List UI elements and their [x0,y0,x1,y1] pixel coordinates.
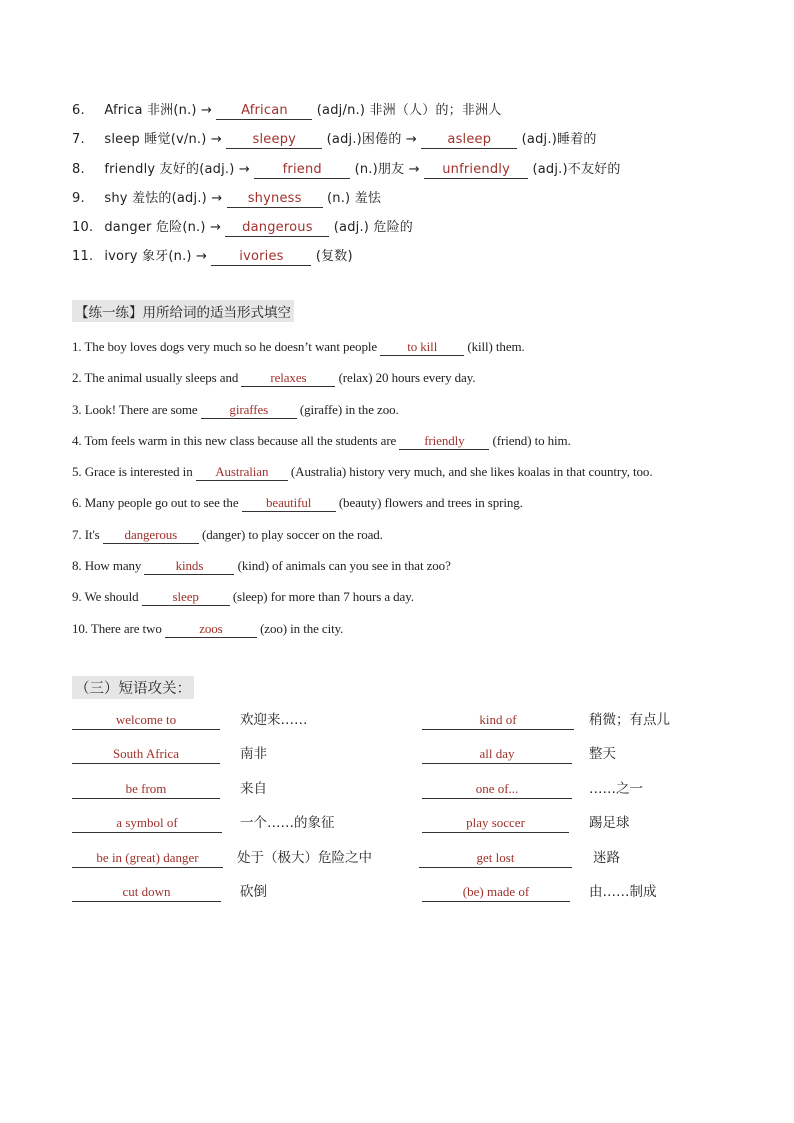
sentence-start: 2. The animal usually sleeps and [72,370,239,386]
answer-text: dangerous [242,220,313,236]
answer-blank[interactable] [254,162,350,179]
item-number: 8. [72,161,85,177]
item-gloss: (adj.)困倦的 → [326,132,417,148]
phrase-answer-blank[interactable] [72,745,220,764]
answer-text: kind of [479,712,517,727]
answer-text: sleep [172,589,199,605]
phrase-answer-blank[interactable] [419,849,572,868]
answer-text: cut down [122,883,171,899]
sentence-end: (giraffe) in the zoo. [299,401,399,417]
item-prompt: friendly 友好的(adj.) → [104,161,250,177]
sentence-end: (kind) of animals can you see in that zoo? [237,558,451,574]
answer-text: (be) made of [462,883,530,899]
item-gloss: (n.) 羞怯 [327,190,382,206]
sentence-start: 4. Tom feels warm in this new class because all the students are [72,432,397,448]
answer-blank[interactable] [380,339,464,356]
phrase-answer-blank[interactable] [72,711,220,730]
answer-text: a symbol of [116,815,178,831]
phrase-row [72,812,752,846]
item-prompt: danger 危险(n.) → [104,220,222,236]
item-number: 7. [72,132,85,148]
sentence-start: 8. How many [72,558,142,574]
answer-blank[interactable] [424,162,528,179]
answer-blank[interactable] [103,527,199,544]
item-gloss: (adj.)不友好的 [532,161,621,177]
answer-text: beautiful [266,495,312,511]
answer-text: play soccer [466,815,525,831]
phrase-answer-blank[interactable] [422,883,570,902]
answer-blank[interactable] [201,402,297,419]
phrases-section-title: （三）短语攻关： [72,676,194,699]
sentence-start: 3. Look! There are some [72,401,198,417]
word-form-item [72,130,752,159]
item-number: 6. [72,103,85,118]
item-gloss: (n.)朋友 → [354,161,420,177]
item-prompt: ivory 象牙(n.) → [104,249,208,265]
word-form-item [72,247,752,276]
phrase-row [72,881,752,915]
phrase-meaning: ……之一 [589,780,643,797]
phrase-answer-blank[interactable] [72,780,220,799]
practice-list [72,337,762,650]
sentence-end: (kill) them. [467,339,525,354]
answer-blank[interactable] [225,220,329,237]
sentence-start: 10. There are two [72,620,162,636]
practice-item [72,337,762,368]
answer-text: get lost [476,849,515,865]
phrase-meaning: 欢迎来…… [240,712,308,728]
practice-item [72,400,762,431]
phrase-row [72,743,752,777]
word-form-item [72,189,752,218]
answer-text: Australian [215,464,269,480]
answer-text: be from [125,780,167,796]
phrase-meaning: 来自 [240,780,267,797]
sentence-start: 7. It's [72,526,100,542]
phrase-row [72,847,752,881]
sentence-end: (danger) to play soccer on the road. [201,526,383,542]
practice-item [72,462,762,493]
answer-text: friendly [424,432,465,448]
item-prompt: shy 羞怯的(adj.) → [104,190,223,206]
phrases-table [72,709,752,915]
answer-text: unfriendly [442,161,511,177]
sentence-end: (beauty) flowers and trees in spring. [338,495,523,511]
answer-text: South Africa [112,746,180,762]
answer-text: sleepy [252,132,297,148]
practice-section-title: 【练一练】用所给词的适当形式填空 [72,300,294,322]
sentence-end: (friend) to him. [492,432,571,448]
sentence-start: 5. Grace is interested in [72,464,193,480]
practice-item [72,525,762,556]
answer-blank[interactable] [227,191,323,208]
sentence-end: (Australia) history very much, and she likes koalas in that country, too. [290,464,653,480]
phrase-meaning: 稍微；有点儿 [589,712,670,728]
item-prompt: Africa 非洲(n.) → [104,103,213,118]
answer-text: be in (great) danger [96,849,199,865]
answer-text: giraffes [229,401,269,417]
answer-text: all day [479,746,515,762]
sentence-end: (relax) 20 hours every day. [338,370,476,386]
answer-text: one of... [475,780,519,796]
phrase-answer-blank[interactable] [422,745,572,764]
answer-text: kinds [175,558,204,574]
sentence-start: 6. Many people go out to see the [72,495,239,511]
practice-item [72,587,762,618]
phrase-answer-blank[interactable] [72,883,221,902]
word-formation-list [72,101,752,277]
answer-text: welcome to [115,712,177,727]
item-gloss: (adj.)睡着的 [521,132,597,148]
phrase-meaning: 踢足球 [589,815,630,832]
phrase-answer-blank[interactable] [72,814,222,833]
answer-text: dangerous [124,526,178,542]
item-number: 10. [72,220,94,236]
phrase-row [72,709,752,743]
practice-item [72,619,762,650]
answer-text: African [241,103,288,118]
phrase-answer-blank[interactable] [422,711,574,730]
answer-blank[interactable] [216,103,312,120]
sentence-end: (sleep) for more than 7 hours a day. [232,589,414,605]
answer-text: friend [282,161,322,177]
sentence-start: 9. We should [72,589,139,605]
answer-text: ivories [239,249,284,265]
phrase-answer-blank[interactable] [422,780,572,799]
item-gloss: (adj.) 危险的 [333,220,414,236]
answer-text: asleep [447,132,492,148]
phrase-answer-blank[interactable] [422,814,569,833]
answer-text: to kill [407,339,438,354]
phrase-row [72,778,752,812]
practice-item [72,493,762,524]
answer-text: shyness [247,190,302,206]
sentence-start: 1. The boy loves dogs very much so he doesn’t want people [72,339,378,354]
practice-item [72,431,762,462]
practice-item [72,368,762,399]
item-number: 9. [72,190,85,206]
answer-blank[interactable] [196,464,288,481]
phrase-meaning: 处于（极大）危险之中 [237,849,372,866]
answer-blank[interactable] [144,558,234,575]
phrase-meaning: 南非 [240,746,267,763]
answer-text: relaxes [270,370,307,386]
answer-blank[interactable] [399,433,489,450]
phrase-meaning: 由……制成 [589,883,657,900]
answer-blank[interactable] [226,132,322,149]
item-gloss: (复数) [315,249,353,265]
phrase-meaning: 迷路 [593,849,620,866]
answer-blank[interactable] [241,370,335,387]
item-gloss: (adj/n.) 非洲（人）的；非洲人 [316,103,502,118]
item-number: 11. [72,249,94,265]
answer-blank[interactable] [165,621,257,638]
word-form-item [72,218,752,247]
answer-blank[interactable] [211,249,311,266]
answer-blank[interactable] [242,495,336,512]
phrase-meaning: 一个……的象征 [240,815,335,832]
word-form-item [72,160,752,189]
answer-blank[interactable] [142,589,230,606]
phrase-answer-blank[interactable] [72,849,223,868]
item-prompt: sleep 睡觉(v/n.) → [104,132,222,148]
practice-item [72,556,762,587]
sentence-end: (zoo) in the city. [260,620,344,636]
phrase-meaning: 整天 [589,746,616,763]
answer-blank[interactable] [421,132,517,149]
word-form-item [72,101,752,130]
answer-text: zoos [199,620,223,636]
phrase-meaning: 砍倒 [240,883,267,900]
